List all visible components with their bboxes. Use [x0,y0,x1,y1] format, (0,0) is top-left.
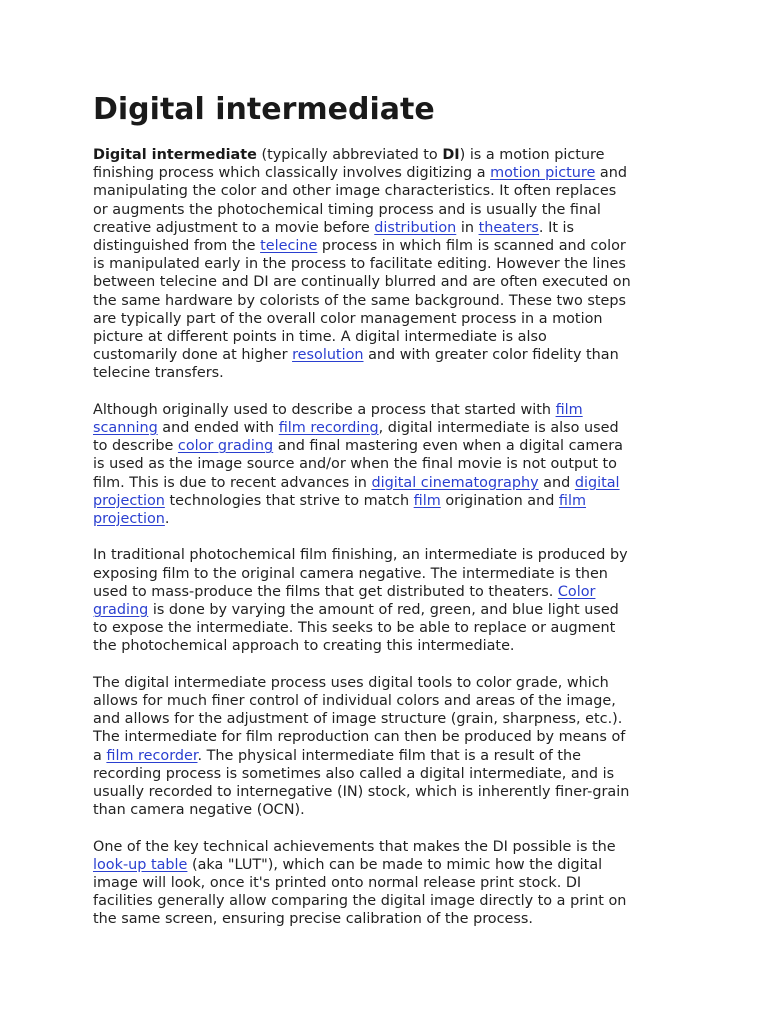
text-segment: customarily done at higher [93,347,293,364]
text-line [93,474,676,492]
text-line [93,419,676,437]
text-segment: the same hardware by colorists of the same background. These two steps [93,292,626,309]
text-line [93,619,676,637]
text-line [93,565,676,583]
text-line [93,437,676,455]
text-line [93,583,676,601]
text-segment: usually recorded to internegative (IN) stock, which is inherently finer-grain [93,784,630,801]
text-line [93,237,676,255]
text-segment: or augments the photochemical timing process and is usually the final [93,201,601,218]
text-line [93,510,676,528]
link-film-scanning[interactable]: film [555,401,583,418]
text-segment: than camera negative (OCN). [93,802,305,819]
text-segment: recording process is sometimes also called a digital intermediate, and is [93,765,615,782]
text-segment: between telecine and DI are continually blurred and are often executed on [93,274,631,291]
text-segment: picture at different points in time. A digital intermediate is also [93,329,547,346]
text-segment: to describe [93,438,178,455]
text-segment: allows for much finer control of individual colors and areas of the image, [93,693,616,710]
text-segment: and with greater color fidelity than [363,347,619,364]
text-line [93,801,676,819]
paragraph [93,401,676,528]
text-segment: The digital intermediate process uses digital tools to color grade, which [93,674,609,691]
paragraph [93,838,676,929]
bold-term: DI [442,147,460,163]
text-segment: . The physical intermediate film that is a result of the [197,747,581,764]
text-segment: image will look, once it's printed onto normal release print stock. DI [93,875,582,892]
text-segment: a [93,747,107,764]
text-segment: In traditional photochemical film finishing, an intermediate is produced by [93,547,628,564]
text-line [93,455,676,473]
link-telecine[interactable]: telecine [260,238,318,255]
text-segment: origination and [440,492,559,509]
link-motion-picture[interactable]: motion picture [490,165,596,182]
link-look-up-table[interactable]: look-up table [93,856,188,873]
text-line [93,401,676,419]
text-segment: process in which film is scanned and color [317,238,626,255]
page-title: Digital intermediate [93,92,435,127]
text-segment: and [538,474,575,491]
text-segment: and ended with [157,420,279,437]
text-line [93,255,676,273]
paragraph [93,546,676,655]
link-film-projection[interactable]: projection [93,511,165,528]
link-film-scanning[interactable]: scanning [93,420,158,437]
text-segment: creative adjustment to a movie before [93,219,375,236]
link-film-recorder[interactable]: film recorder [106,747,198,764]
text-segment: (typically abbreviated to [256,147,443,163]
text-segment: is used as the image source and/or when the final movie is not output to [93,456,617,473]
text-line [93,310,676,328]
text-segment: . [164,511,170,528]
text-segment: the same screen, ensuring precise calibration of the process. [93,911,533,928]
link-film-recording[interactable]: film recording [278,420,379,437]
text-segment: is manipulated early in the process to facilitate editing. However the lines [93,256,626,273]
text-line [93,346,676,364]
text-segment: and final mastering even when a digital camera [273,438,623,455]
text-segment: ) is a motion picture [459,147,605,163]
text-line [93,692,676,710]
link-film-projection[interactable]: film [558,492,587,509]
text-segment: (aka "LUT"), which can be made to mimic how the digital [187,856,603,873]
text-line [93,747,676,765]
link-digital-cinematography[interactable]: digital cinematography [371,474,539,491]
link-theaters[interactable]: theaters [478,219,539,236]
text-line [93,146,676,164]
text-line [93,219,676,237]
link-film[interactable]: film [413,492,441,509]
text-segment: finishing process which classically involves digitizing a [93,165,491,182]
text-line [93,601,676,619]
text-line [93,728,676,746]
text-line [93,546,676,564]
text-line [93,838,676,856]
paragraph [93,674,676,820]
text-segment: The intermediate for film reproduction can then be produced by means of [93,729,626,746]
text-line [93,874,676,892]
text-segment: , digital intermediate is also used [378,420,619,437]
text-segment: telecine transfers. [93,365,224,382]
text-line [93,328,676,346]
text-line [93,273,676,291]
text-segment: and allows for the adjustment of image structure (grain, sharpness, etc.). [93,711,623,728]
text-line [93,783,676,801]
text-segment: exposing film to the original camera negative. The intermediate is then [93,565,608,582]
text-segment: manipulating the color and other image characteristics. It often replaces [93,183,617,200]
link-resolution[interactable]: resolution [292,347,364,364]
text-segment: the photochemical approach to creating this intermediate. [93,638,515,655]
text-line [93,892,676,910]
text-segment: technologies that strive to match [164,492,414,509]
text-line [93,201,676,219]
paragraph [93,146,676,383]
text-segment: distinguished from the [93,238,261,255]
text-line [93,364,676,382]
text-segment: Although originally used to describe a process that started with [93,401,556,418]
text-segment: in [456,219,479,236]
text-line [93,637,676,655]
text-segment: film. This is due to recent advances in [93,474,372,491]
link-digital-projection[interactable]: projection [93,492,165,509]
text-segment: are typically part of the overall color management process in a motion [93,310,603,327]
link-color-grading[interactable]: color grading [177,438,274,455]
text-line [93,910,676,928]
text-line [93,182,676,200]
link-color-grading-2[interactable]: Color [557,583,596,600]
text-segment: and [595,165,627,182]
text-segment: One of the key technical achievements that makes the DI possible is the [93,838,616,855]
text-segment: . It is [538,219,575,236]
text-line [93,856,676,874]
text-segment: to expose the intermediate. This seeks to be able to replace or augment [93,620,616,637]
text-line [93,710,676,728]
text-segment: is done by varying the amount of red, green, and blue light used [148,602,619,619]
link-distribution[interactable]: distribution [374,219,457,236]
bold-term: Digital intermediate [93,147,257,163]
link-digital-projection[interactable]: digital [574,474,620,491]
link-color-grading-2[interactable]: grading [93,602,149,619]
text-segment: facilities generally allow comparing the digital image directly to a print on [93,893,627,910]
text-line [93,292,676,310]
text-segment: used to mass-produce the films that get distributed to theaters. [93,583,558,600]
text-line [93,674,676,692]
article-body [93,146,676,929]
text-line [93,164,676,182]
text-line [93,492,676,510]
text-line [93,765,676,783]
